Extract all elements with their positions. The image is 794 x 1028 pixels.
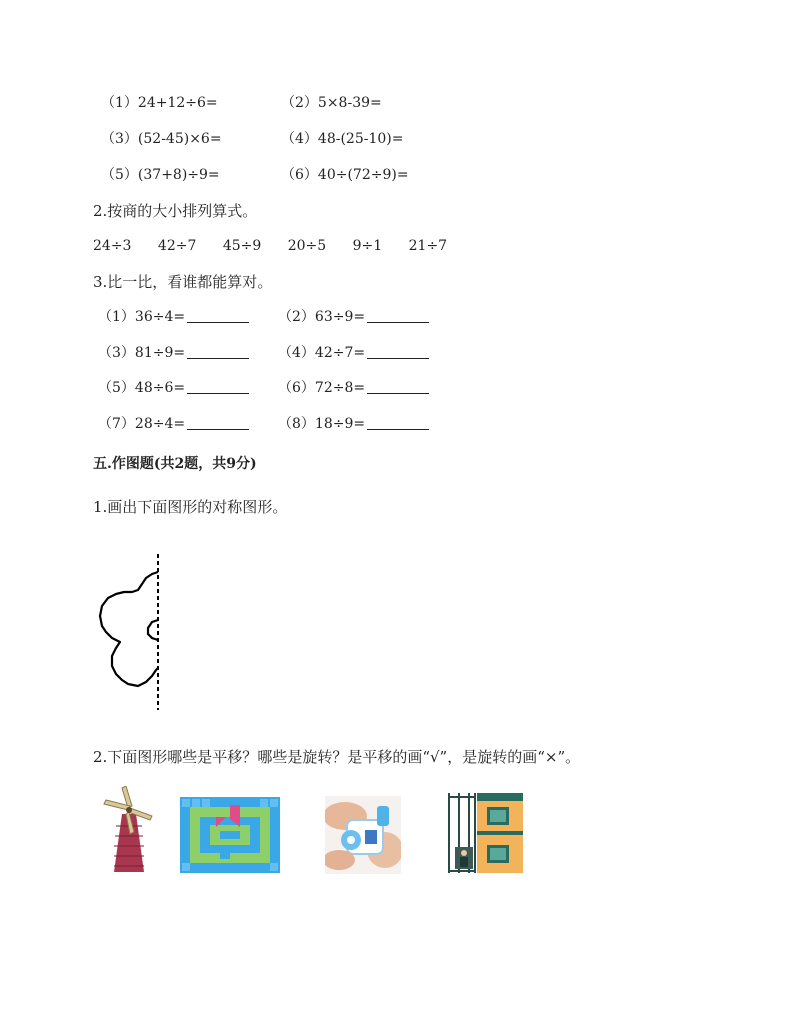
q3-item-2: （2）63÷9= <box>278 308 429 326</box>
q1-item-4: （4）48-(25-10)= <box>281 131 404 147</box>
q1-item-1: （1）24+12÷6= <box>101 95 218 111</box>
tile-maze-image <box>180 797 280 873</box>
q1-item-6: （6）40÷(72÷9)= <box>281 167 409 183</box>
q3-item-3: （3）81÷9= <box>98 344 249 362</box>
pencil-sharpener-image <box>325 796 401 874</box>
answer-blank[interactable] <box>187 415 249 430</box>
q2-expr: 21÷7 <box>408 238 448 254</box>
elevator-building-image <box>447 793 523 873</box>
q1-item-3: （3）(52-45)×6= <box>101 131 222 147</box>
q2-expr: 45÷9 <box>222 238 262 254</box>
answer-blank[interactable] <box>367 415 429 430</box>
q1-item-2: （2）5×8-39= <box>281 95 382 111</box>
q3-item-5: （5）48÷6= <box>98 379 249 397</box>
answer-blank[interactable] <box>367 379 429 394</box>
s5-q1-text: 1.画出下面图形的对称图形。 <box>93 498 288 516</box>
answer-blank[interactable] <box>367 308 429 323</box>
q1-item-5: （5）(37+8)÷9= <box>101 167 220 183</box>
q2-expr: 20÷5 <box>287 238 327 254</box>
q3-item-6: （6）72÷8= <box>278 379 429 397</box>
windmill-image <box>100 786 160 874</box>
s5-q2-text: 2.下面图形哪些是平移？哪些是旋转？是平移的画“√”，是旋转的画“×”。 <box>93 748 581 766</box>
q3-item-8: （8）18÷9= <box>278 415 429 433</box>
answer-blank[interactable] <box>187 379 249 394</box>
answer-blank[interactable] <box>187 308 249 323</box>
q3-item-1: （1）36÷4= <box>98 308 249 326</box>
q2-expr: 9÷1 <box>352 238 383 254</box>
answer-blank[interactable] <box>187 344 249 359</box>
q3-item-7: （7）28÷4= <box>98 415 249 433</box>
answer-blank[interactable] <box>367 344 429 359</box>
q3-item-4: （4）42÷7= <box>278 344 429 362</box>
q3-title: 3.比一比，看谁都能算对。 <box>93 273 273 291</box>
q2-expression-list <box>93 237 469 255</box>
q2-title: 2.按商的大小排列算式。 <box>93 202 258 220</box>
q2-expr: 24÷3 <box>93 238 132 254</box>
symmetry-half-figure <box>94 550 174 714</box>
q2-expr: 42÷7 <box>157 238 197 254</box>
section5-heading: 五.作图题(共2题，共9分) <box>93 456 257 472</box>
